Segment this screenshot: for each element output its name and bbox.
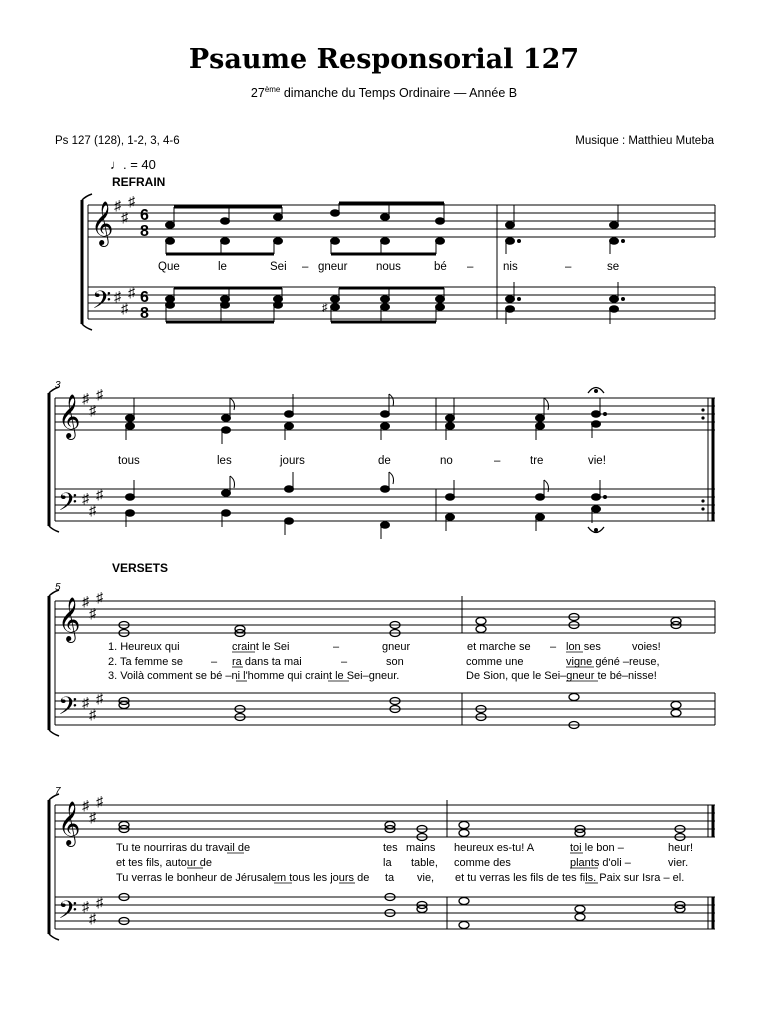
system-2 — [49, 380, 715, 539]
bass-clef-icon: 𝄢 — [92, 287, 112, 320]
lyric-line-2: plants d'oli – — [570, 857, 631, 869]
bass-staff-1 — [88, 287, 715, 319]
bass-clef-icon: 𝄢 — [58, 489, 78, 522]
svg-text:6: 6 — [140, 207, 149, 224]
svg-text:♯: ♯ — [114, 288, 121, 304]
svg-text:♯: ♯ — [96, 486, 103, 502]
treble-staff-4 — [55, 805, 715, 837]
psalm-reference: Ps 127 (128), 1-2, 3, 4-6 — [55, 135, 180, 147]
svg-text:♯: ♯ — [96, 793, 103, 809]
page-title: Psaume Responsorial 127 — [188, 44, 580, 75]
lyric-line-3: ta — [385, 872, 395, 884]
lyric-line-1: gneur — [382, 641, 411, 653]
lyric-syllable: tre — [530, 455, 544, 467]
lyric-line-2: table, — [411, 857, 438, 869]
bass-staff-2 — [55, 489, 715, 521]
svg-text:♯: ♯ — [89, 502, 96, 518]
bass-staff-3 — [55, 693, 715, 725]
lyric-line-1: toi le bon – — [570, 842, 624, 854]
lyric-line-2: vier. — [668, 857, 689, 869]
treble-clef-icon: 𝄞 — [58, 803, 81, 845]
lyric-syllable: de — [378, 455, 391, 467]
treble-clef-icon: 𝄞 — [58, 396, 81, 438]
lyric-line-1: – — [550, 641, 557, 653]
lyric-line-1: Tu te nourriras du travail de — [116, 842, 251, 854]
bass-notes-3 — [119, 694, 681, 729]
svg-text:8: 8 — [140, 305, 149, 322]
key-signature-treble — [114, 193, 136, 225]
lyric-syllable: le — [218, 261, 227, 273]
lyric-line-2: comme une — [466, 656, 524, 668]
measure-number-5: 5 — [55, 582, 61, 593]
treble-staff-3 — [55, 601, 715, 633]
bass-notes-4 — [119, 894, 685, 929]
time-signature-treble — [140, 207, 149, 240]
subtitle-number: 27 — [250, 86, 265, 101]
lyric-line-1: et marche se — [467, 641, 531, 653]
lyric-syllable: Que — [158, 261, 180, 273]
lyric-line-3: et tu verras les fils de tes fils. Paix sur Isra – el. — [455, 872, 685, 884]
svg-text:♯: ♯ — [89, 910, 96, 926]
svg-text:♯: ♯ — [89, 706, 96, 722]
lyric-line-1: lon ses — [566, 641, 601, 653]
svg-text:♯: ♯ — [89, 402, 96, 418]
svg-text:♯: ♯ — [82, 898, 89, 914]
system-1 — [82, 193, 715, 330]
tempo-marking: ♩. = 40 — [110, 157, 156, 172]
lyric-line-2: – — [341, 656, 348, 668]
svg-text:6: 6 — [140, 289, 149, 306]
measure-number-7: 7 — [55, 786, 61, 797]
lyric-line-1: heureux es-tu! A — [454, 842, 535, 854]
lyric-line-1: voies! — [632, 641, 661, 653]
lyric-line-2: 2. Ta femme se — [108, 656, 183, 668]
bass-clef-icon: 𝄢 — [58, 693, 78, 726]
time-signature-bass — [140, 289, 149, 322]
lyric-syllable: – — [494, 455, 501, 467]
lyric-syllable: no — [440, 455, 453, 467]
treble-notes-2 — [126, 388, 607, 445]
svg-text:♯: ♯ — [96, 690, 103, 706]
lyric-syllable: les — [217, 455, 232, 467]
lyric-line-1: – — [333, 641, 340, 653]
treble-clef-icon: 𝄞 — [91, 203, 114, 245]
system-4 — [49, 786, 715, 940]
lyric-syllable: bé — [434, 261, 447, 273]
lyric-syllable: – — [467, 261, 474, 273]
lyric-syllable: jours — [280, 455, 305, 467]
svg-text:♯: ♯ — [96, 589, 103, 605]
svg-text:♯: ♯ — [121, 300, 128, 316]
lyric-syllable: gneur — [318, 261, 348, 273]
measure-number-3: 3 — [55, 380, 61, 391]
lyric-syllable: vie! — [588, 455, 606, 467]
refrain-label: REFRAIN — [112, 175, 166, 189]
lyric-line-1: 1. Heureux qui — [108, 641, 180, 653]
svg-text:8: 8 — [140, 223, 149, 240]
lyric-syllable: nous — [376, 261, 401, 273]
lyric-syllable: nis — [503, 261, 518, 273]
lyric-syllable: – — [302, 261, 309, 273]
lyric-syllable: tous — [118, 455, 140, 467]
svg-text:♯: ♯ — [121, 209, 128, 225]
bass-clef-icon: 𝄢 — [58, 897, 78, 930]
treble-notes-4 — [119, 822, 685, 841]
lyric-line-2: et tes fils, autour de — [116, 857, 212, 869]
svg-text:♯: ♯ — [322, 302, 328, 314]
lyric-line-3: 3. Voilà comment se bé –ni l'homme qui craint le Sei–gneur. — [108, 670, 400, 682]
svg-text:♯: ♯ — [82, 593, 89, 609]
svg-text:♯: ♯ — [82, 797, 89, 813]
lyrics-system-2 — [118, 455, 606, 467]
treble-staff-1 — [88, 205, 715, 237]
lyric-line-2: ra dans ta mai — [232, 656, 302, 668]
verses-label: VERSETS — [112, 561, 169, 575]
lyric-line-3: Tu verras le bonheur de Jérusalem tous les jours de — [116, 872, 370, 884]
lyric-line-2: comme des — [454, 857, 511, 869]
lyrics-system-1 — [158, 261, 619, 273]
svg-text:♯: ♯ — [82, 490, 89, 506]
lyric-line-2: vigne géné –reuse, — [566, 656, 660, 668]
svg-text:♯: ♯ — [128, 284, 135, 300]
treble-notes-1 — [166, 203, 625, 254]
lyric-line-1: mains — [406, 842, 436, 854]
svg-text:♯: ♯ — [82, 390, 89, 406]
lyric-line-1: craint le Sei — [232, 641, 290, 653]
svg-text:♯: ♯ — [114, 197, 121, 213]
svg-text:♯: ♯ — [89, 809, 96, 825]
lyric-line-2: la — [383, 857, 392, 869]
lyric-line-1: tes — [383, 842, 398, 854]
lyric-line-2: son — [386, 656, 404, 668]
lyric-line-3: De Sion, que le Sei–gneur te bé–nisse! — [466, 670, 657, 682]
svg-text:♯: ♯ — [82, 694, 89, 710]
svg-text:♯: ♯ — [128, 193, 135, 209]
svg-text:♯: ♯ — [89, 605, 96, 621]
lyric-syllable: se — [607, 261, 620, 273]
svg-text:♯: ♯ — [96, 386, 103, 402]
lyrics-system-4 — [116, 842, 693, 884]
treble-clef-icon: 𝄞 — [58, 599, 81, 641]
subtitle-text: dimanche du Temps Ordinaire — Année B — [280, 86, 518, 101]
svg-text:♯: ♯ — [96, 894, 103, 910]
lyrics-system-3 — [108, 641, 661, 682]
lyric-line-2: – — [211, 656, 218, 668]
lyric-line-1: heur! — [668, 842, 694, 854]
lyric-syllable: – — [565, 261, 572, 273]
subtitle-superscript: ème — [264, 85, 281, 94]
lyric-line-3: vie, — [417, 872, 435, 884]
composer-credit: Musique : Matthieu Muteba — [575, 135, 714, 147]
system-3 — [49, 582, 715, 736]
lyric-syllable: Sei — [270, 261, 287, 273]
bass-notes-2 — [126, 472, 607, 539]
